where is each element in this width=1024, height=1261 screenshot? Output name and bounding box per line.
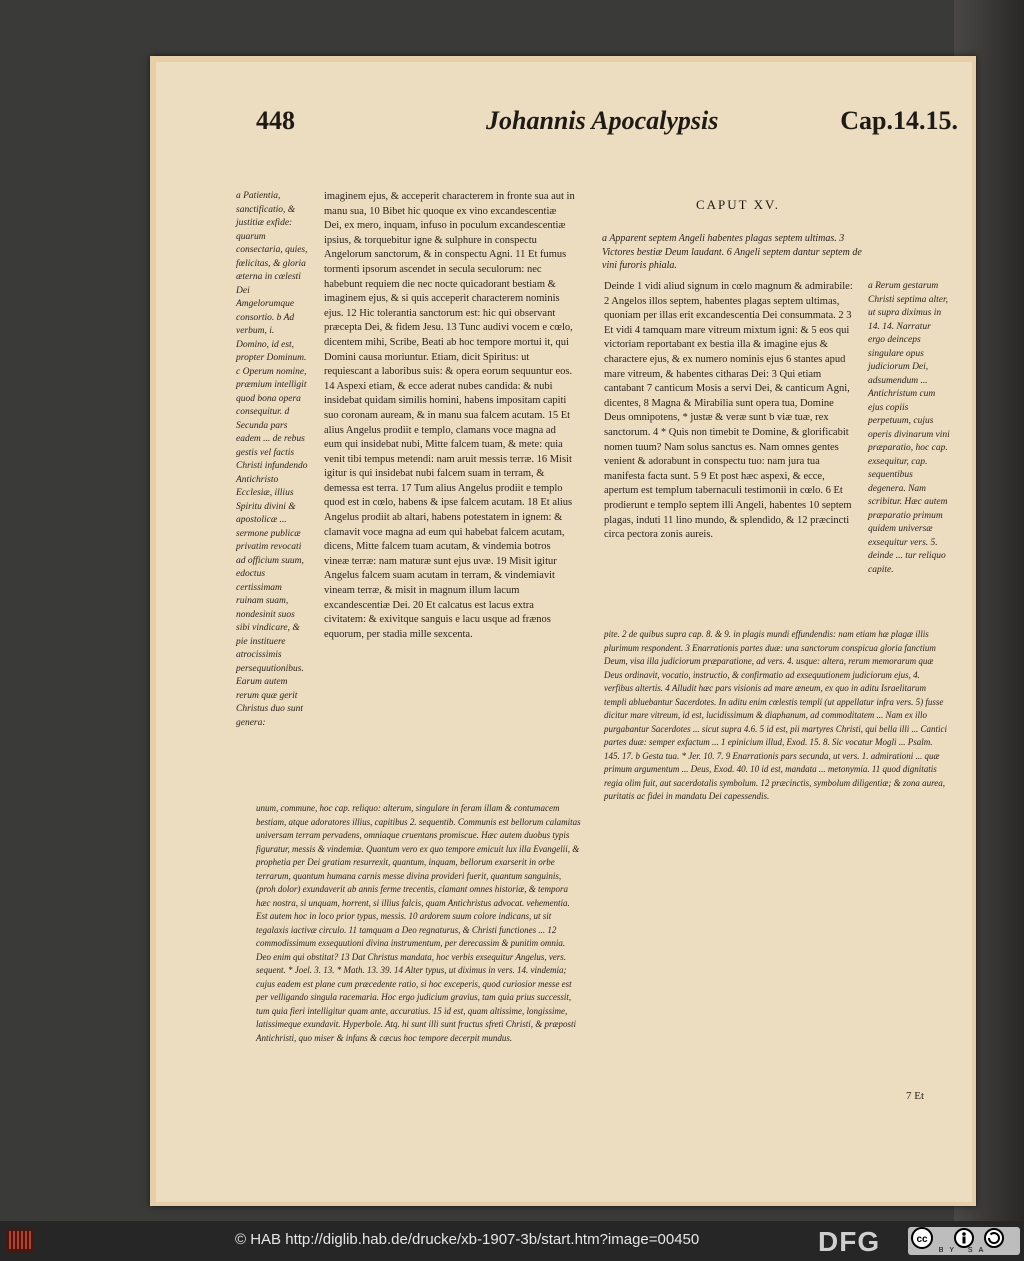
hab-logo-icon[interactable]	[6, 1227, 34, 1253]
left-main-text: imaginem ejus, & acceperit characterem in fronte sua aut in manu sua, 10 Bibet hic quoque ex vino excandescentiæ Dei, ex mero, inquam, infuso in poculum excandescentiæ ipsius, & torquebitur igne & sulphure in conspectu Angelorum sanctorum, & in conspectu Agni. 11 Et fumus tormenti ipsorum ascendet in secula seculorum: nec habebunt requiem die nec nocte quicadorant bestiam & imaginem ejus, & si quis acceperit characterem nominis ejus. 12 Hic tolerantia sanctorum est: hic qui observant præcepta Dei, & fidem Jesu. 13 Tunc audivi vocem e cœlo, dicentem mihi, Scribe, Beati ab hoc tempore mortui it, qui Domini causa moriuntur. Etiam, dicit Spiritus: ut requiescant a laboribus suis: & opera eorum sequuntur eos. 14 Aspexi etiam, & ecce aderat nubes candida: & nubi insidebat quidam similis homini, habens impositam capiti suo coronam auream, & in manu sua falcem acutam. 15 Et alius Angelus prodiit e templo, clamans voce magna ad eum qui insidebat nubi, Mitte falcem tuam, & mete: quia venit tibi tempus metendi: nam aruit messis terræ. 16 Misit igitur is qui insidebat nubi falcem suam in terram, & demessa est terra. 17 Tum alius Angelus prodiit e templo quod est in cœlo, habens & ipse falcem acutam. 18 Et alius Angelus prodiit ab altari, habens potestatem in ignem: & clamavit voce magna ad eum qui habebat falcem acutam, dicens, Mitte falcem tuam acutam, & vindemia botros vineæ terræ: nam maturæ sunt ejus uvæ. 19 Misit igitur Angelus falcem suam acutam in terram, & vindemiavit vineam terræ, & misit in magnum illum lacum excandescentiæ Dei. 20 Et calcatus est lacus extra civitatem: & exivitque sanguis e lacu usque ad frænos equorum, per stadia mille sexcenta.	[324, 191, 575, 640]
page-paper	[156, 62, 972, 1202]
right-main-text: Deinde 1 vidi aliud signum in cœlo magnum & admirabile: 2 Angelos illos septem, habentes plagas septem ultimas, quoniam per illas erit excandescentia Dei consummata. 2 3 Et vidi 4 tamquam mare vitreum mixtum igni: & 5 eos qui victoriam reportabant ex bestia illa & imagine ejus & charactere ejus, & ex numero nominis ejus 6 stantes apud mare vitreum, & habentes citharas Dei: 3 Qui etiam cantabant 7 canticum Mosis a servi Dei, & canticum Agni, dicentes, 8 Magna & Mirabilia sunt opera tua, Domine Deus omnipotens, * justæ & veræ sunt b viæ tuæ, rex sanctorum. 4 * Quis non timebit te Domine, & glorificabit nomen tuum? Nam solus sanctus es. Nam omnes gentes venient & adorabunt in conspectu tuo: nam jura tua manifesta facta sunt. 5 9 Et post hæc aspexi, & ecce, apertum est templum tabernaculi testimonii in cœlo. 6 Et prodierunt e templo septem illi Angeli, habentes 10 septem plagas, induti 11 lino mundo, & splendido, & 12 præcincti circa pectora zonis aureis.	[604, 281, 853, 541]
book-title: Johannis Apocalypsis	[486, 106, 719, 135]
chapter-summary: a Apparent septem Angeli habentes plagas septem ultimas. 3 Victores bestiæ Deum laudant. 6 Angeli septem dantur septem de vini furoris phiala.	[602, 233, 862, 271]
cc-by-sa-icon	[908, 1227, 1020, 1249]
cc-license-badge[interactable]	[908, 1227, 1020, 1255]
dfg-logo[interactable]: DFG	[818, 1226, 881, 1257]
viewer-footer	[0, 1221, 1024, 1261]
right-margin-notes: a Rerum gestarum Christi septima alter, ut supra diximus in 14. 14. Narratur ergo deinceps singulare opus judiciorum Dei, adsumendum ... Antichristum cum ejus copiis perpetuum, cujus operis divinarum vini præparatio, hoc cap. exsequitur, cap. sequentibus degenera. Nam scribitur. Hæc autem præparatio primum quidem universæ exsequitur vers. 5. deinde ... tur reliquo capite.	[868, 281, 950, 575]
chapter-ref: Cap.14.15.	[840, 106, 958, 135]
right-footnotes: pite. 2 de quibus supra cap. 8. & 9. in plagis mundi effundendis: nam etiam hæ plagæ illis plurimum respondent. 3 Enarrationis partes duæ: una sanctorum conspicua gloria fanctium Deum, visa illa judiciorum præparatione, ad vers. 4. usque: altera, rerum memorarum quæ Deus ordinavit, vocatio, instructio, & confirmatio ad exsequutionem judiciorum ejus, 4. verfibus altertis. 4 Alludit hæc pars visionis ad mare æneum, ex quo in aditu Israelitarum templi abluebantur Sacerdotes. In aditu enim cœlestis templi (ut appellatur infra vers. 5) fusse dicitur mare vitreum, id est, lucidissimum & diaphanum, ad commoditatem ... Nam ex illo purgabantur Sacerdotes ... sicut supra 4.6. 5 id est, pii martyres Christi, qui bella illi ... Cantici partes duæ: semper exfactum ... 1 epinicium illud, Exod. 15. 8. Sic vocatur Mogli ... Psalm. 145. 17. b Gesta tua. * Jer. 10. 7. 9 Enarrationis pars secunda, ut vers. 1. admirationi ... quæ primum argumentum ... Deus, Exod. 40. 10 id est, mandata ... metonymia. 11 quod dignitatis regia olim fuit, aut sacerdotalis symbolum. 12 præcinctis, symbolum diligentiæ; & zona aurea, puritatis ac fidei in mandatu Dei capessendis.	[604, 629, 947, 801]
left-footnotes: unum, commune, hoc cap. reliquo: alterum, singulare in feram illam & contumacem bestiam, atque adoratores illius, capitibus 2. sequentib. Communis est bellorum calamitas universam terram pervadens, omniaque cruentans promiscue. Hæc autem duobus typis figuratur, messis & vindemiæ. Quantum vero ex quo tempore emicuit lux illa Evangelii, & prophetia per Dei gratiam resurrexit, quantum, inquam, bellorum exarserit in orbe terrarum, quantum humana carnis messe divina provideri fuerit, quantum sanguinis, (proh dolor) exundaverit ab annis ferme trecentis, clamant omnes historiæ, & tempora hæc nostra, si unquam, horrent, si illius falcis, quam Antichristus advocat. vehementia. Est autem hoc in loco prior typus, messis. 10 ardorem suum colore indicans, ut sit tegalaxis iactivæ circulo. 11 tamquam a Deo regnaturus, & Christi functiones ... 12 commodissimum exsequutioni divina instrumentum, per derecassim & punitim omnia. Deo enim qui obstitat? 13 Dat Christus mandata, hoc verbis exsequitur Angelus, vers. sequent. * Joel. 3. 13. * Math. 13. 39. 14 Alter typus, ut diximus in vers. 14. vindemia; cujus eadem est plane cum præcedente ratio, si hoc exceperis, quod curiosior messe est per velligando singula racemaria. Hoc ergo judicium gravius, tam quia prius successit, tum quia fieri intelligitur quam ante, accuratius. 15 id est, quam altissime, longissime, latissimeque exundavit. Hyperbole. Atq. hi sunt illi sunt fructus sfreti Christi, & præposti Antichristi, quo miser & infans & cæcus hoc tempore decerpit mundus.	[256, 803, 581, 1043]
catchword: 7 Et	[906, 1090, 925, 1102]
left-margin-notes: a Patientia, sanctificatio, & justitiæ exfide: quarum consectaria, quies, fœlicitas, & gloria æterna in cœlesti Dei Amgelorumque consortio. b Ad verbum, i. Domino, id est, propter Dominum. c Operum nomine, præmium intelligit quod bona opera consequitur. d Secunda pars eadem ... de rebus gestis vel factis Christi infundendo Antichristo Ecclesiæ, illius Spiritu divini & apostolicæ ... sermone publicæ privatim revocati ad officium suum, edoctus certissimam ruinam suam, nondesinit suos sibi vindicare, & pie instituere atrocissimis persequutionibus. Earum autem rerum quæ gerit Christus duo sunt genera:	[236, 191, 308, 728]
source-link[interactable]: © HAB http://diglib.hab.de/drucke/xb-1907-3b/start.htm?image=00450	[235, 1231, 700, 1248]
running-head	[256, 100, 958, 140]
scanned-page	[150, 56, 976, 1206]
license-label: BY SA	[938, 1247, 990, 1254]
chapter-title: CAPUT XV.	[696, 197, 780, 212]
svg-text:cc: cc	[916, 1234, 928, 1245]
page-number: 448	[256, 106, 295, 135]
